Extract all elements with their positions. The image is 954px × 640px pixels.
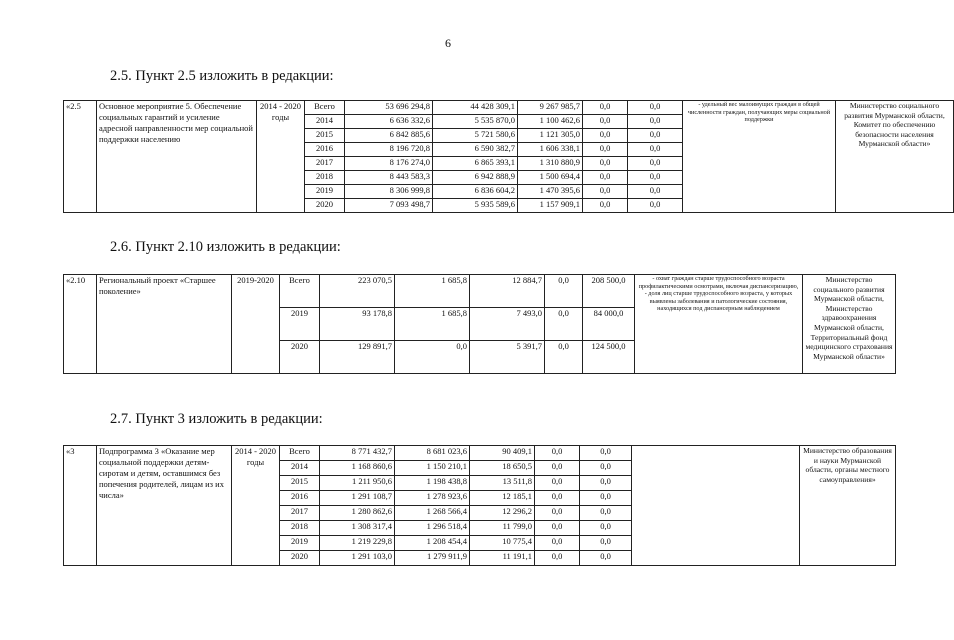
value-cell: 5 935 589,6 (433, 199, 518, 213)
value-cell: 0,0 (628, 143, 683, 157)
item-period: 2014 - 2020 годы (232, 446, 280, 566)
table-item-2-10 (63, 274, 896, 374)
value-cell: 6 942 888,9 (433, 171, 518, 185)
year-cell: 2020 (305, 199, 345, 213)
value-cell: 1 279 911,9 (395, 551, 470, 566)
value-cell: 0,0 (583, 115, 628, 129)
value-cell: 8 771 432,7 (320, 446, 395, 461)
value-cell: 5 535 870,0 (433, 115, 518, 129)
value-cell: 0,0 (583, 185, 628, 199)
value-cell: 124 500,0 (583, 341, 635, 374)
value-cell: 208 500,0 (583, 275, 635, 308)
value-cell: 0,0 (545, 341, 583, 374)
value-cell: 6 842 885,6 (345, 129, 433, 143)
value-cell: 0,0 (628, 171, 683, 185)
value-cell: 0,0 (583, 199, 628, 213)
value-cell: 0,0 (535, 461, 580, 476)
value-cell: 7 493,0 (470, 308, 545, 341)
value-cell: 1 100 462,6 (518, 115, 583, 129)
value-cell: 9 267 985,7 (518, 101, 583, 115)
year-cell: 2019 (280, 536, 320, 551)
value-cell: 12 884,7 (470, 275, 545, 308)
value-cell: 0,0 (628, 115, 683, 129)
value-cell: 1 500 694,4 (518, 171, 583, 185)
value-cell: 6 590 382,7 (433, 143, 518, 157)
value-cell: 53 696 294,8 (345, 101, 433, 115)
value-cell: 0,0 (535, 551, 580, 566)
year-cell: 2017 (305, 157, 345, 171)
year-cell: 2014 (305, 115, 345, 129)
value-cell: 6 836 604,2 (433, 185, 518, 199)
year-cell: 2020 (280, 551, 320, 566)
value-cell: 0,0 (580, 491, 632, 506)
indicator-text: - охват граждан старше трудоспособного возраста профилактическими осмотрами, включая диспансеризацию, - доля лиц старше трудоспособного возраста, у которых выявлены заболевания и патологические состояния, находящихся под диспансерным наблюдением (635, 275, 803, 374)
value-cell: 44 428 309,1 (433, 101, 518, 115)
year-cell: 2019 (305, 185, 345, 199)
value-cell: 0,0 (395, 341, 470, 374)
indicator-text (632, 446, 800, 566)
value-cell: 18 650,5 (470, 461, 535, 476)
value-cell: 0,0 (628, 199, 683, 213)
table-item-3 (63, 445, 896, 566)
value-cell: 13 511,8 (470, 476, 535, 491)
value-cell: 0,0 (545, 308, 583, 341)
value-cell: 6 636 332,6 (345, 115, 433, 129)
item-name: Региональный проект «Старшее поколение» (97, 275, 232, 374)
year-cell: 2015 (280, 476, 320, 491)
year-cell: 2015 (305, 129, 345, 143)
value-cell: 1 150 210,1 (395, 461, 470, 476)
value-cell: 8 681 023,6 (395, 446, 470, 461)
value-cell: 11 799,0 (470, 521, 535, 536)
value-cell: 0,0 (535, 446, 580, 461)
value-cell: 1 685,8 (395, 275, 470, 308)
year-cell: 2017 (280, 506, 320, 521)
value-cell: 0,0 (580, 506, 632, 521)
value-cell: 0,0 (583, 171, 628, 185)
value-cell: 5 721 580,6 (433, 129, 518, 143)
value-cell: 8 196 720,8 (345, 143, 433, 157)
item-number: «2.5 (64, 101, 97, 213)
value-cell: 12 185,1 (470, 491, 535, 506)
value-cell: 0,0 (583, 129, 628, 143)
year-cell: 2020 (280, 341, 320, 374)
value-cell: 0,0 (535, 476, 580, 491)
table-row (64, 101, 954, 115)
value-cell: 5 391,7 (470, 341, 545, 374)
value-cell: 12 296,2 (470, 506, 535, 521)
value-cell: 8 176 274,0 (345, 157, 433, 171)
indicator-text: - удельный вес малоимущих граждан в общей численности граждан, получающих меры социальной поддержки (683, 101, 836, 213)
year-cell: 2016 (305, 143, 345, 157)
value-cell: 0,0 (580, 446, 632, 461)
value-cell: 93 178,8 (320, 308, 395, 341)
year-cell: 2016 (280, 491, 320, 506)
value-cell: 0,0 (628, 101, 683, 115)
table-row (64, 275, 896, 308)
section-heading-2-7: 2.7. Пункт 3 изложить в редакции: (110, 411, 323, 427)
responsible-executor: Министерство социального развития Мурманской области, Министерство здравоохранения Мурманской области, Территориальный фонд медицинского страхования Мурманской области» (803, 275, 896, 374)
value-cell: 0,0 (628, 129, 683, 143)
year-cell: 2019 (280, 308, 320, 341)
table-row (64, 446, 896, 461)
value-cell: 1 685,8 (395, 308, 470, 341)
page-number: 6 (445, 36, 451, 50)
value-cell: 1 219 229,8 (320, 536, 395, 551)
value-cell: 1 157 909,1 (518, 199, 583, 213)
value-cell: 0,0 (580, 461, 632, 476)
value-cell: 1 208 454,4 (395, 536, 470, 551)
value-cell: 1 198 438,8 (395, 476, 470, 491)
item-name: Подпрограмма 3 «Оказание мер социальной поддержки детям-сиротам и детям, оставшимся без попечения родителей, лицам из их числа» (97, 446, 232, 566)
item-period: 2014 - 2020 годы (257, 101, 305, 213)
year-cell: 2014 (280, 461, 320, 476)
value-cell: 8 306 999,8 (345, 185, 433, 199)
item-number: «3 (64, 446, 97, 566)
value-cell: 0,0 (580, 551, 632, 566)
value-cell: 0,0 (583, 143, 628, 157)
year-cell: 2018 (305, 171, 345, 185)
value-cell: 8 443 583,3 (345, 171, 433, 185)
value-cell: 0,0 (580, 521, 632, 536)
responsible-executor: Министерство образования и науки Мурманской области, органы местного самоуправления» (800, 446, 896, 566)
value-cell: 0,0 (628, 157, 683, 171)
value-cell: 0,0 (583, 101, 628, 115)
year-cell: Всего (280, 446, 320, 461)
value-cell: 1 308 317,4 (320, 521, 395, 536)
value-cell: 0,0 (580, 536, 632, 551)
value-cell: 0,0 (580, 476, 632, 491)
value-cell: 0,0 (535, 536, 580, 551)
section-heading-2-5: 2.5. Пункт 2.5 изложить в редакции: (110, 68, 334, 84)
section-heading-2-6: 2.6. Пункт 2.10 изложить в редакции: (110, 239, 341, 255)
value-cell: 1 280 862,6 (320, 506, 395, 521)
value-cell: 223 070,5 (320, 275, 395, 308)
year-cell: Всего (280, 275, 320, 308)
value-cell: 1 291 108,7 (320, 491, 395, 506)
value-cell: 0,0 (545, 275, 583, 308)
value-cell: 1 310 880,9 (518, 157, 583, 171)
value-cell: 1 168 860,6 (320, 461, 395, 476)
value-cell: 90 409,1 (470, 446, 535, 461)
value-cell: 11 191,1 (470, 551, 535, 566)
table-item-2-5 (63, 100, 954, 213)
year-cell: 2018 (280, 521, 320, 536)
value-cell: 1 291 103,0 (320, 551, 395, 566)
value-cell: 0,0 (535, 491, 580, 506)
value-cell: 0,0 (583, 157, 628, 171)
value-cell: 10 775,4 (470, 536, 535, 551)
value-cell: 129 891,7 (320, 341, 395, 374)
value-cell: 0,0 (535, 506, 580, 521)
value-cell: 84 000,0 (583, 308, 635, 341)
value-cell: 6 865 393,1 (433, 157, 518, 171)
value-cell: 1 470 395,6 (518, 185, 583, 199)
value-cell: 1 121 305,0 (518, 129, 583, 143)
value-cell: 1 268 566,4 (395, 506, 470, 521)
item-name: Основное мероприятие 5. Обеспечение социальных гарантий и усиление адресной направленности мер социальной поддержки населению (97, 101, 257, 213)
value-cell: 1 278 923,6 (395, 491, 470, 506)
item-number: «2.10 (64, 275, 97, 374)
value-cell: 1 211 950,6 (320, 476, 395, 491)
value-cell: 0,0 (628, 185, 683, 199)
responsible-executor: Министерство социального развития Мурманской области, Комитет по обеспечению безопасности населения Мурманской области» (836, 101, 954, 213)
year-cell: Всего (305, 101, 345, 115)
item-period: 2019-2020 (232, 275, 280, 374)
value-cell: 1 606 338,1 (518, 143, 583, 157)
value-cell: 1 296 518,4 (395, 521, 470, 536)
value-cell: 0,0 (535, 521, 580, 536)
value-cell: 7 093 498,7 (345, 199, 433, 213)
